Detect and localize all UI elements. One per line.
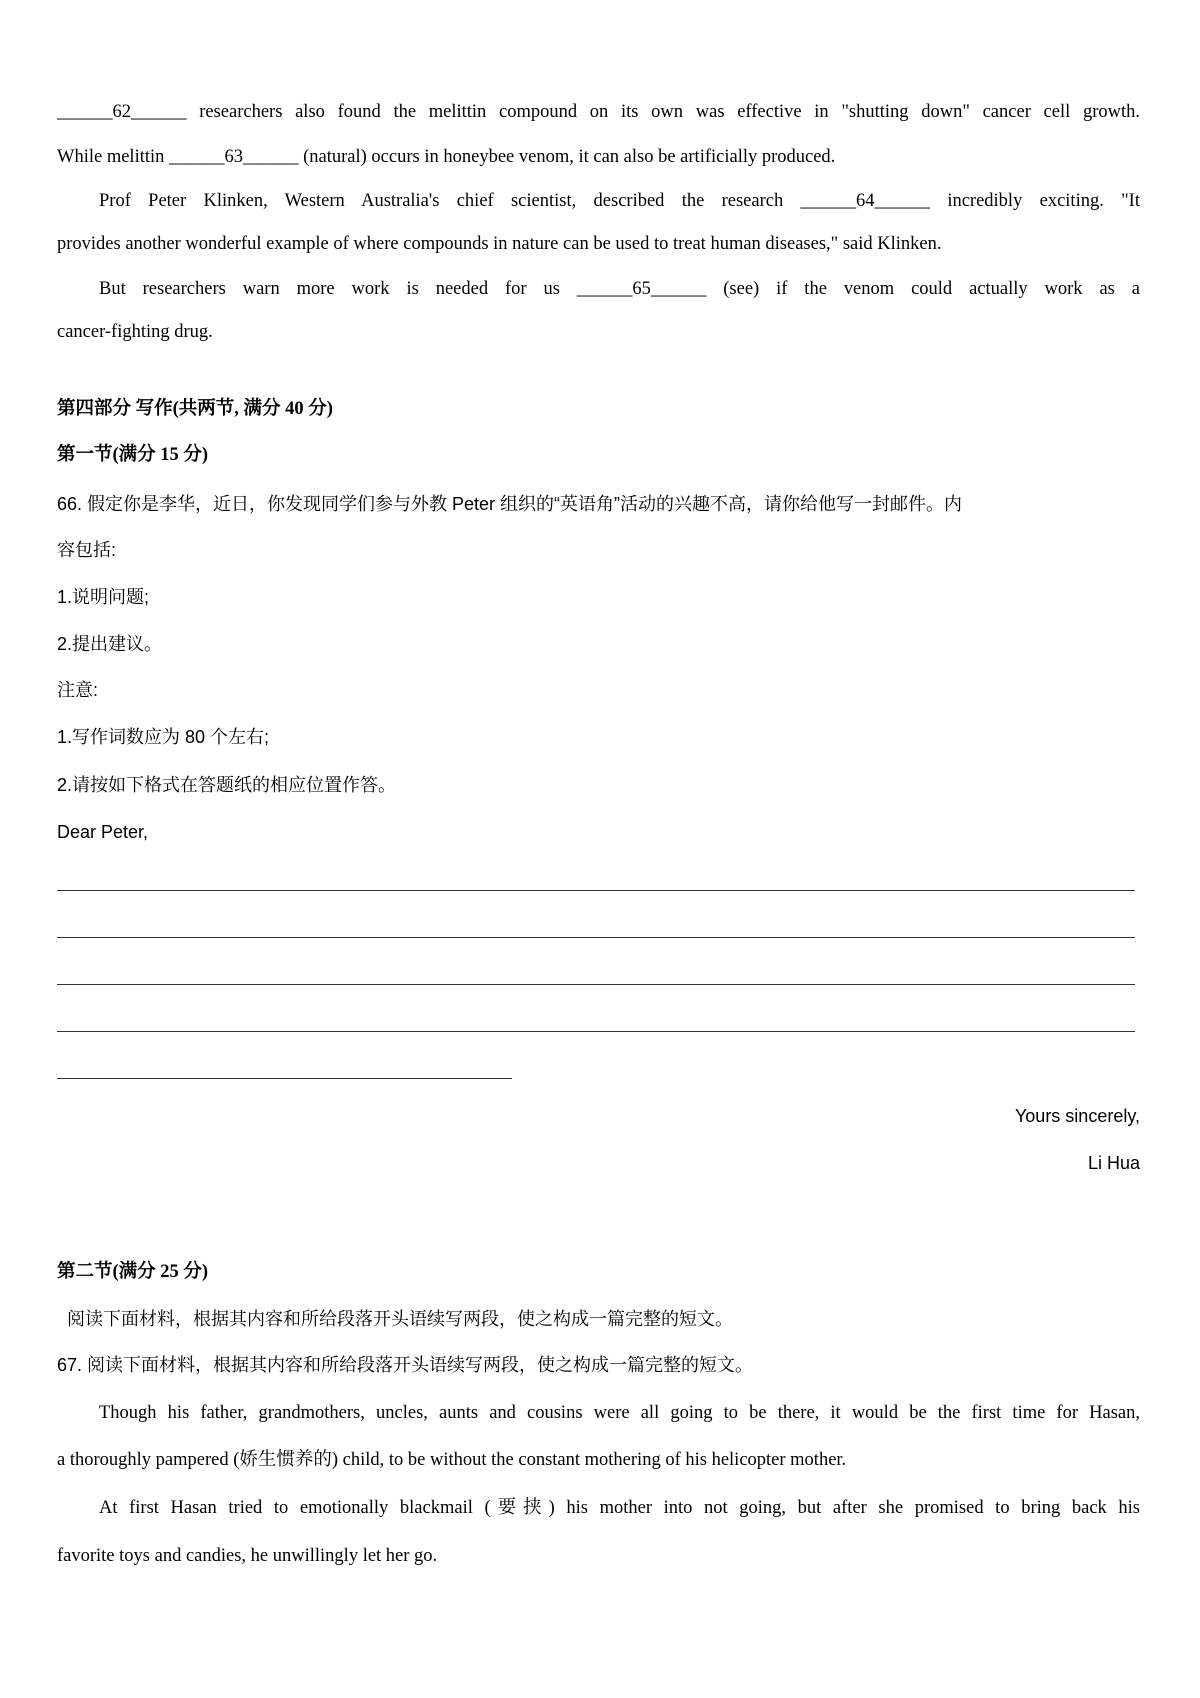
story-line: favorite toys and candies, he unwillingly let her go.: [57, 1546, 438, 1566]
answer-line[interactable]: [57, 1078, 512, 1079]
passage-line: cancer-fighting drug.: [57, 322, 213, 342]
q67: 67. 阅读下面材料，根据其内容和所给段落开头语续写两段，使之构成一篇完整的短文。: [57, 1355, 754, 1375]
answer-line[interactable]: [57, 984, 1135, 985]
note-item: 1.写作词数应为 80 个左右;: [57, 727, 270, 747]
part4-title: 第四部分 写作(共两节, 满分 40 分): [57, 399, 333, 419]
item: 1.说明问题;: [57, 587, 150, 607]
section2-instruction: 阅读下面材料，根据其内容和所给段落开头语续写两段，使之构成一篇完整的短文。: [67, 1309, 733, 1329]
closing: Yours sincerely,: [1014, 1106, 1140, 1126]
passage-line: While melittin ______63______ (natural) occurs in honeybee venom, it can also be artificially produced.: [57, 147, 836, 167]
note-item: 2.请按如下格式在答题纸的相应位置作答。: [57, 775, 397, 795]
answer-line[interactable]: [57, 937, 1135, 938]
passage-line: But researchers warn more work is needed for us ______65______ (see) if the venom could actually work as a: [99, 279, 1140, 299]
story-line: At first Hasan tried to emotionally blackmail (要挟) his mother into not going, but after she promised to bring back his: [99, 1498, 1140, 1518]
q66-line: 66. 假定你是李华，近日，你发现同学们参与外教 Peter 组织的“英语角”活动的兴趣不高，请你给他写一封邮件。内: [57, 494, 963, 514]
story-line: Though his father, grandmothers, uncles, aunts and cousins were all going to be there, it would be the first time for Hasan,: [99, 1403, 1140, 1423]
passage-line: ______62______ researchers also found the melittin compound on its own was effective in "shutting down" cancer cell growth.: [57, 102, 1140, 122]
note-label: 注意:: [57, 680, 99, 700]
answer-line[interactable]: [57, 1031, 1135, 1032]
section1-title: 第一节(满分 15 分): [57, 445, 209, 465]
answer-line[interactable]: [57, 890, 1135, 891]
greeting: Dear Peter,: [57, 822, 149, 842]
signature: Li Hua: [1087, 1153, 1140, 1173]
item: 2.提出建议。: [57, 634, 163, 654]
story-line: a thoroughly pampered (娇生惯养的) child, to be without the constant mothering of his helicopter mother.: [57, 1450, 847, 1470]
q66-line: 容包括:: [57, 540, 117, 560]
section2-title: 第二节(满分 25 分): [57, 1262, 209, 1282]
passage-line: provides another wonderful example of where compounds in nature can be used to treat human diseases," said Klinken.: [57, 234, 942, 254]
passage-line: Prof Peter Klinken, Western Australia's chief scientist, described the research ______64______ incredibly exciting. "It: [99, 191, 1140, 211]
